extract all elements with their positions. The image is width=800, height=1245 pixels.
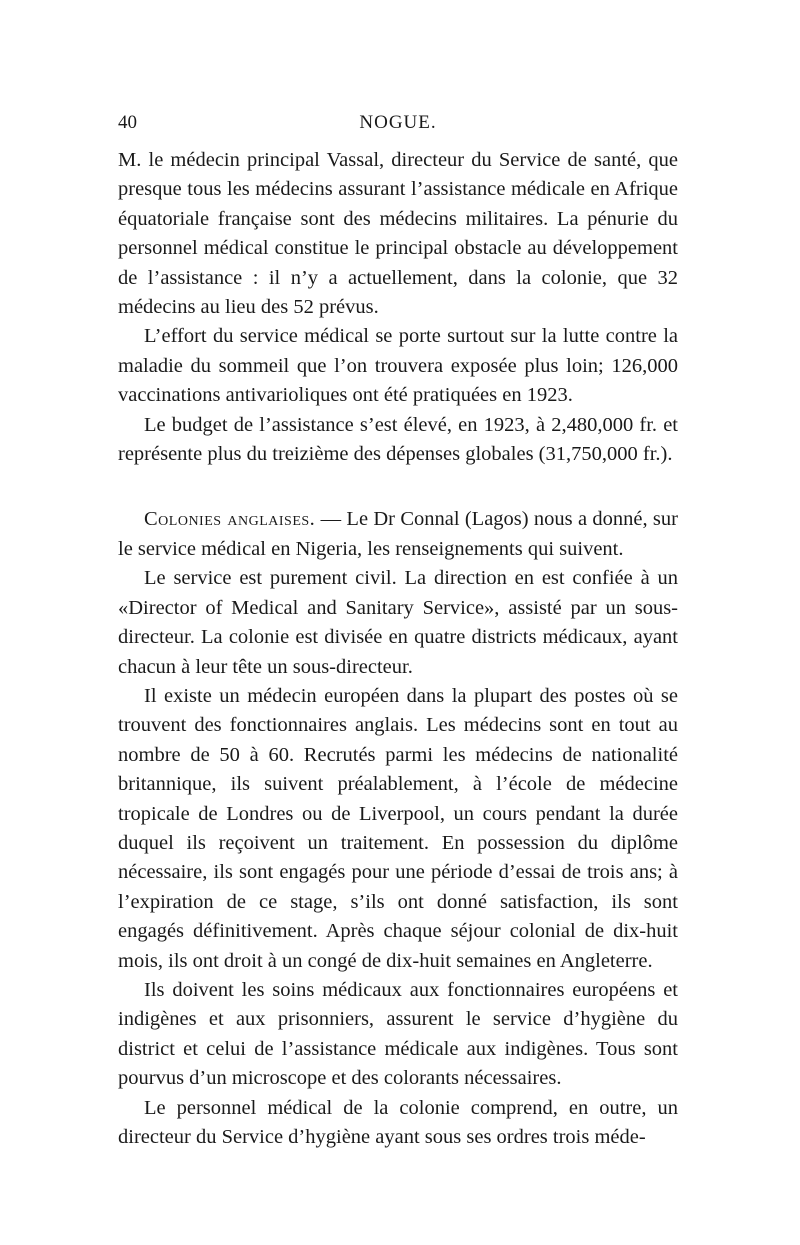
- paragraph-budget: Le budget de l’assistance s’est élevé, en 1923, à 2,480,000 fr. et représente plus du treizième des dépenses globales (31,750,000 fr.).: [118, 413, 678, 466]
- paragraph-soins-medicaux: Ils doivent les soins médicaux aux fonctionnaires européens et indigènes et aux prisonniers, assurent le service d’hygiène du district et celui de l’assistance médicale aux indigènes. Tous sont pourvus d’un microscope et des colorants nécessaires.: [118, 978, 678, 1090]
- running-header: [118, 112, 678, 142]
- paragraph-maladie-sommeil: L’effort du service médical se porte surtout sur la lutte contre la maladie du sommeil que l’on trouvera exposée plus loin; 126,000 vaccinations antivarioliques ont été pratiquées en 1923.: [118, 325, 678, 407]
- body-text: [118, 146, 678, 1152]
- page-number: 40: [118, 112, 137, 133]
- paragraph-medecins-europeens: Il existe un médecin européen dans la plupart des postes où se trouvent des fonctionnaires anglais. Les médecins sont en tout au nombre de 50 à 60. Recrutés parmi les médecins de nationalité britannique, ils suivent préalablement, à l’école de médecine tropicale de Londres ou de Liverpool, un cours pendant la durée duquel ils reçoivent un traitement. En possession du diplôme nécessaire, ils sont engagés pour une période d’essai de trois ans; à l’expiration de ce stage, s’ils ont donné satisfaction, ils sont engagés définitivement. Après chaque séjour colonial de dix-huit mois, ils ont droit à un congé de dix-huit semaines en Angleterre.: [118, 684, 678, 972]
- paragraph-assistance-militaire: M. le médecin principal Vassal, directeur du Service de santé, que presque tous les médecins assurant l’assistance médicale en Afrique équatoriale française sont des médecins militaires. La pénurie du personnel médical constitue le principal obstacle au développement de l’assistance : il n’y a actuellement, dans la colonie, que 32 médecins au lieu des 52 prévus.: [118, 149, 678, 319]
- paragraph-colonies-anglaises: [118, 505, 678, 564]
- running-title: NOGUE.: [359, 112, 437, 133]
- paragraph-personnel-medical: Le personnel médical de la colonie comprend, en outre, un directeur du Service d’hygiène ayant sous ses ordres trois méde-: [118, 1096, 678, 1148]
- paragraph-service-civil: Le service est purement civil. La direction en est confiée à un «Director of Medical and Sanitary Service», assisté par un sous-directeur. La colonie est divisée en quatre districts médicaux, ayant chacun à leur tête un sous-directeur.: [118, 567, 678, 678]
- section-heading-colonies-anglaises: Colonies anglaises.: [144, 508, 316, 531]
- paragraph-colonies-anglaises-text: — Le Dr Connal (Lagos) nous a donné, sur le service médical en Nigeria, les renseignements qui suivent.: [118, 508, 678, 560]
